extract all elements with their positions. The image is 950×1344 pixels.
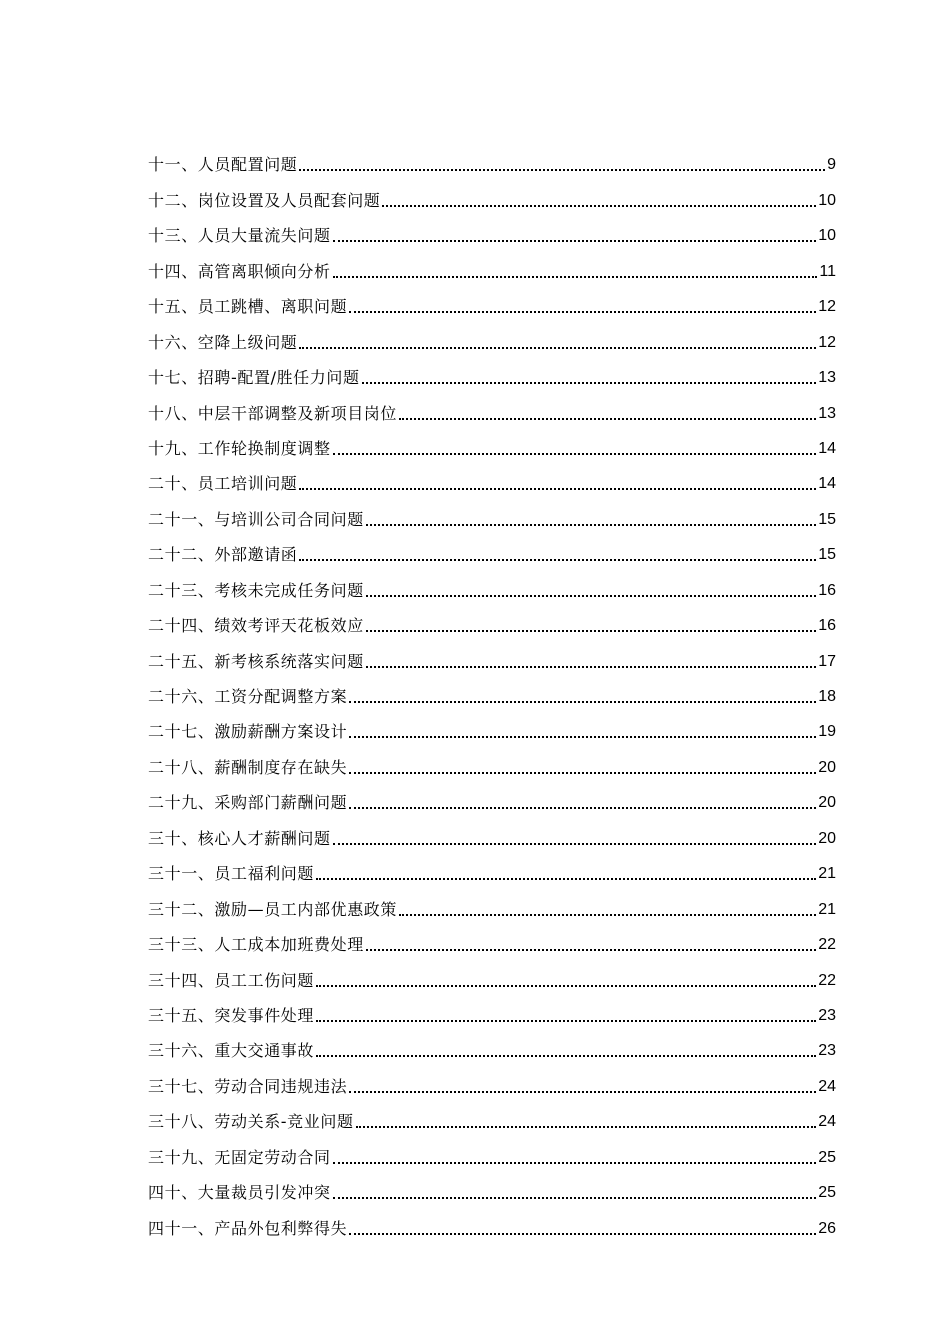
toc-entry-title: 三十八、劳动关系-竞业问题 (148, 1112, 354, 1132)
toc-entry[interactable] (148, 778, 836, 813)
toc-entry-title: 二十三、考核未完成任务问题 (148, 580, 364, 600)
toc-entry[interactable] (148, 494, 836, 529)
toc-page-number: 18 (818, 688, 836, 705)
toc-dot-leader (399, 914, 816, 916)
toc-page-number: 16 (818, 617, 836, 635)
toc-entry-title: 十二、岗位设置及人员配套问题 (148, 190, 381, 210)
toc-entry-title: 十六、空降上级问题 (148, 332, 298, 352)
toc-page-number: 14 (818, 439, 836, 457)
toc-entry[interactable] (148, 282, 836, 317)
toc-page-number: 23 (818, 1006, 836, 1024)
toc-entry[interactable] (148, 1132, 836, 1167)
toc-dot-leader (333, 843, 817, 845)
toc-page-number: 14 (818, 475, 836, 493)
toc-dot-leader (349, 1091, 816, 1093)
toc-entry-title: 三十九、无固定劳动合同 (148, 1147, 331, 1167)
toc-page-number: 15 (818, 546, 836, 564)
toc-dot-leader (299, 169, 825, 171)
toc-page-number: 20 (818, 829, 836, 847)
toc-entry-title: 二十、员工培训问题 (148, 474, 298, 494)
toc-dot-leader (299, 488, 816, 490)
toc-entry-title: 十八、中层干部调整及新项目岗位 (148, 403, 398, 423)
toc-entry-title: 十五、员工跳槽、离职问题 (148, 297, 348, 317)
toc-entry[interactable] (148, 849, 836, 884)
toc-dot-leader (333, 1162, 817, 1164)
toc-entry-title: 十七、招聘-配置/胜任力问题 (148, 368, 360, 388)
toc-dot-leader (366, 524, 816, 526)
toc-entry-title: 四十一、产品外包利弊得失 (148, 1218, 348, 1238)
toc-entry[interactable] (148, 707, 836, 742)
toc-entry-title: 十一、人员配置问题 (148, 155, 298, 175)
toc-entry-title: 二十五、新考核系统落实问题 (148, 651, 364, 671)
toc-entry[interactable] (148, 991, 836, 1026)
toc-page-number: 16 (818, 581, 836, 599)
toc-dot-leader (382, 205, 816, 207)
toc-dot-leader (316, 1055, 816, 1057)
toc-entry-title: 三十一、员工福利问题 (148, 864, 315, 884)
toc-entry[interactable] (148, 565, 836, 600)
toc-dot-leader (349, 807, 816, 809)
toc-entry[interactable] (148, 1203, 836, 1238)
toc-entry-title: 二十四、绩效考评天花板效应 (148, 616, 364, 636)
toc-entry[interactable] (148, 211, 836, 246)
toc-entry-title: 二十六、工资分配调整方案 (148, 687, 348, 706)
toc-entry[interactable] (148, 175, 836, 210)
toc-page-number: 12 (818, 333, 836, 351)
toc-entry-title: 三十二、激励—员工内部优惠政策 (148, 899, 398, 919)
toc-entry[interactable] (148, 246, 836, 281)
toc-dot-leader (316, 878, 816, 880)
toc-dot-leader (316, 1020, 816, 1022)
toc-dot-leader (333, 276, 818, 278)
toc-page-number: 21 (818, 900, 836, 918)
toc-dot-leader (349, 1233, 816, 1235)
toc-dot-leader (333, 240, 817, 242)
toc-entry-title: 三十四、员工工伤问题 (148, 970, 315, 990)
toc-entry-title: 二十九、采购部门薪酬问题 (148, 793, 348, 813)
toc-entry[interactable] (148, 1168, 836, 1203)
toc-entry[interactable] (148, 636, 836, 671)
toc-entry-title: 三十七、劳动合同违规违法 (148, 1076, 348, 1096)
toc-dot-leader (349, 701, 816, 703)
toc-dot-leader (349, 311, 816, 313)
toc-entry[interactable] (148, 955, 836, 990)
toc-dot-leader (299, 559, 816, 561)
table-of-contents (148, 140, 836, 1239)
toc-dot-leader (333, 1197, 817, 1199)
toc-dot-leader (299, 347, 816, 349)
toc-entry-title: 十四、高管离职倾向分析 (148, 261, 331, 281)
toc-page-number: 12 (818, 298, 836, 316)
toc-entry[interactable] (148, 601, 836, 636)
toc-entry-title: 二十一、与培训公司合同问题 (148, 509, 364, 529)
toc-entry-title: 三十六、重大交通事故 (148, 1041, 315, 1061)
toc-entry-title: 二十八、薪酬制度存在缺失 (148, 757, 348, 777)
toc-page-number: 26 (818, 1219, 836, 1237)
toc-entry[interactable] (148, 813, 836, 848)
toc-page-number: 10 (818, 227, 836, 245)
toc-entry[interactable] (148, 1097, 836, 1132)
toc-page-number: 25 (818, 1148, 836, 1166)
toc-dot-leader (356, 1126, 817, 1128)
toc-dot-leader (316, 985, 816, 987)
toc-entry-title: 三十、核心人才薪酬问题 (148, 828, 331, 848)
toc-page-number: 15 (818, 510, 836, 528)
toc-page-number: 10 (818, 191, 836, 209)
toc-entry-title: 十九、工作轮换制度调整 (148, 438, 331, 458)
toc-entry[interactable] (148, 388, 836, 423)
toc-page-number: 19 (818, 723, 836, 741)
toc-page-number: 22 (818, 971, 836, 989)
toc-page-number: 25 (818, 1184, 836, 1202)
toc-dot-leader (362, 382, 817, 384)
toc-page-number: 20 (818, 794, 836, 812)
toc-entry-title: 三十五、突发事件处理 (148, 1005, 315, 1025)
toc-entry[interactable] (148, 317, 836, 352)
toc-dot-leader (349, 772, 816, 774)
toc-entry-title: 三十三、人工成本加班费处理 (148, 935, 364, 955)
toc-page-number: 17 (818, 652, 836, 670)
toc-dot-leader (366, 666, 816, 668)
toc-dot-leader (333, 453, 817, 455)
toc-entry[interactable] (148, 353, 836, 388)
toc-entry-title: 十三、人员大量流失问题 (148, 226, 331, 246)
toc-page-number: 13 (818, 404, 836, 422)
toc-entry[interactable] (148, 140, 836, 175)
toc-entry[interactable] (148, 884, 836, 919)
toc-entry[interactable] (148, 672, 836, 707)
toc-entry[interactable] (148, 920, 836, 955)
toc-page-number: 24 (818, 1077, 836, 1095)
toc-page-number: 22 (818, 936, 836, 954)
toc-page-number: 21 (818, 865, 836, 883)
toc-entry-title: 二十七、激励薪酬方案设计 (148, 722, 348, 742)
toc-dot-leader (349, 736, 816, 738)
toc-entry[interactable] (148, 742, 836, 777)
toc-dot-leader (399, 418, 816, 420)
toc-entry-title: 二十二、外部邀请函 (148, 545, 298, 565)
toc-entry[interactable] (148, 1061, 836, 1096)
toc-dot-leader (366, 949, 816, 951)
toc-page-number: 24 (818, 1113, 836, 1131)
toc-page-number: 20 (818, 758, 836, 776)
toc-entry[interactable] (148, 424, 836, 459)
toc-page-number: 9 (827, 156, 836, 174)
toc-dot-leader (366, 630, 816, 632)
toc-page-number: 11 (819, 262, 836, 280)
toc-dot-leader (366, 595, 816, 597)
toc-entry[interactable] (148, 459, 836, 494)
toc-page-number: 13 (818, 369, 836, 387)
toc-entry[interactable] (148, 1026, 836, 1061)
toc-entry-title: 四十、大量裁员引发冲突 (148, 1183, 331, 1203)
toc-page-number: 23 (818, 1042, 836, 1060)
toc-entry[interactable] (148, 530, 836, 565)
